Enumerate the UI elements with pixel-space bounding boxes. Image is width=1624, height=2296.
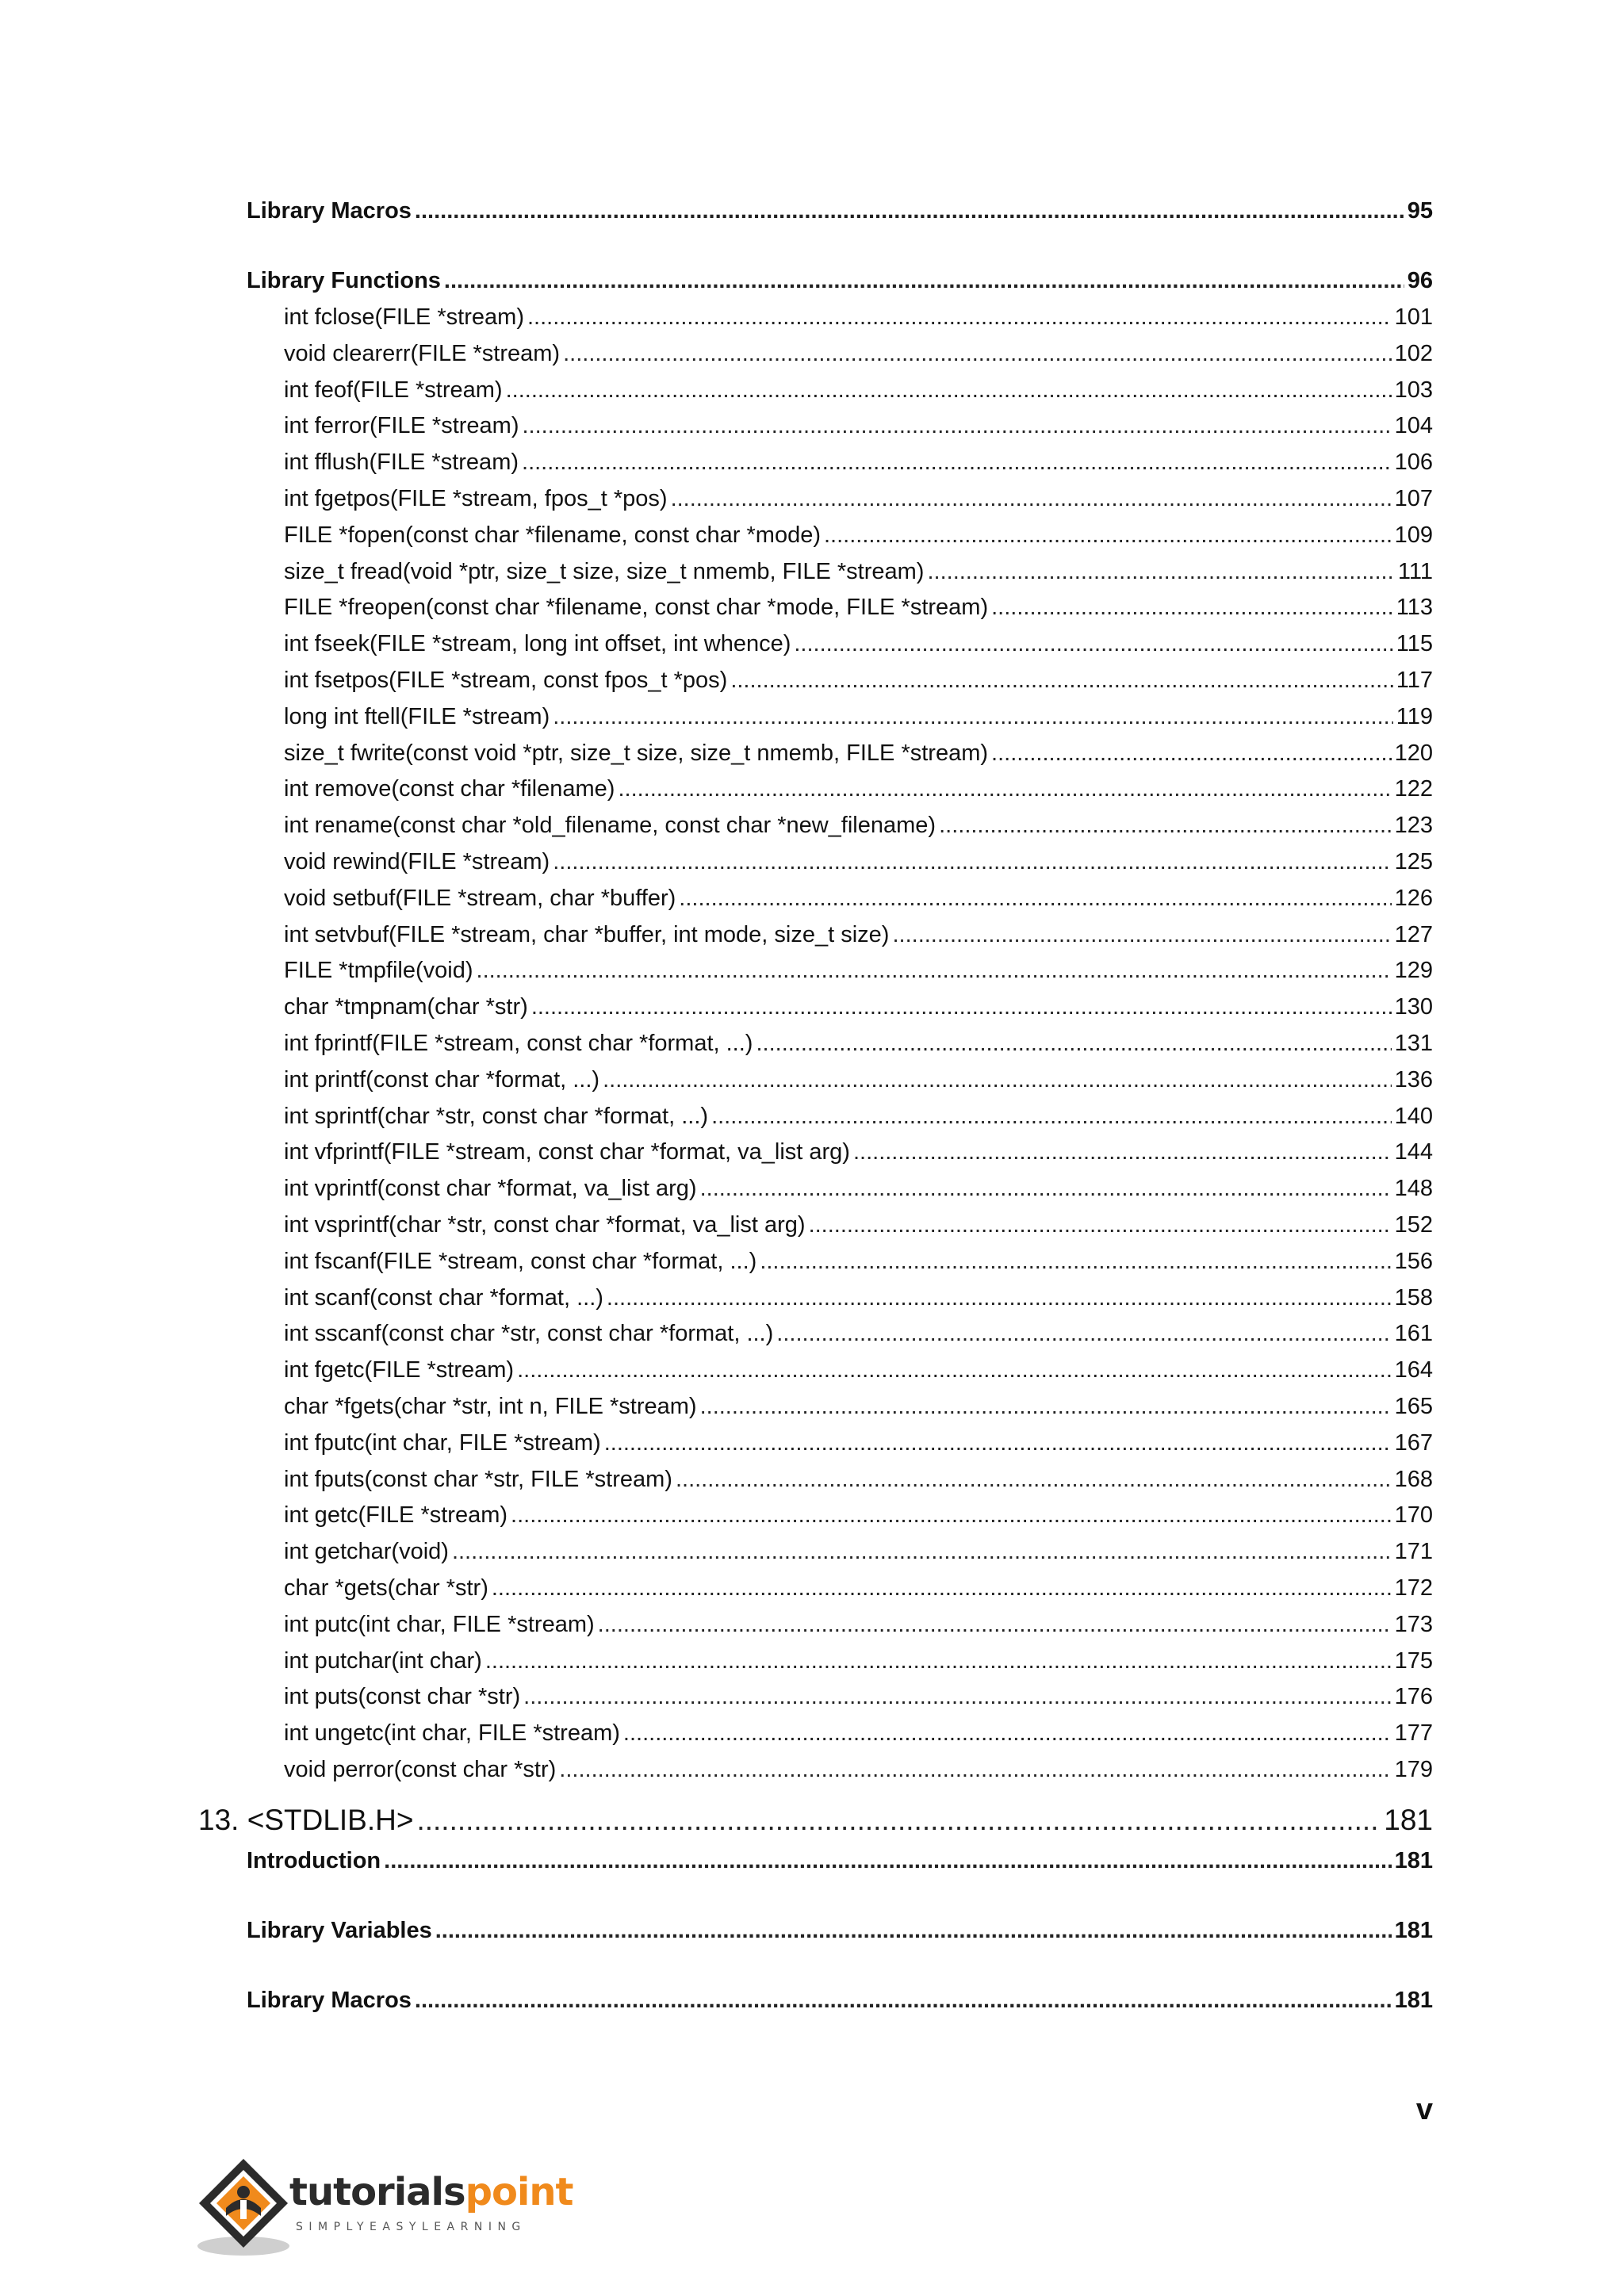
toc-entry-title: int fputc(int char, FILE *stream)	[284, 1429, 601, 1456]
toc-entry-page: 161	[1394, 1321, 1433, 1347]
toc-function-entry[interactable]	[284, 849, 1433, 875]
toc-entry-title: int fflush(FILE *stream)	[284, 450, 519, 476]
toc-entry-page: 165	[1394, 1394, 1433, 1419]
toc-entry-page: 111	[1397, 558, 1433, 584]
toc-entry-title: int getc(FILE *stream)	[284, 1502, 508, 1529]
dot-leader	[506, 377, 1392, 404]
toc-entry-page: 173	[1394, 1611, 1433, 1637]
dot-leader	[603, 1067, 1392, 1093]
toc-entry-page: 131	[1394, 1031, 1433, 1056]
toc-entry-page: 103	[1394, 377, 1433, 403]
toc-function-entry[interactable]	[284, 450, 1433, 476]
toc-entry-page: 158	[1394, 1284, 1433, 1311]
toc-function-entry[interactable]	[284, 1249, 1433, 1275]
dot-leader	[563, 341, 1392, 367]
toc-function-entry[interactable]	[284, 522, 1433, 549]
toc-function-entry[interactable]	[284, 1285, 1433, 1311]
toc-function-entry[interactable]	[284, 1430, 1433, 1456]
toc-function-entry[interactable]	[284, 377, 1433, 404]
toc-function-entry[interactable]	[284, 1539, 1433, 1565]
dot-leader	[415, 198, 1404, 224]
toc-entry-title: int getchar(void)	[284, 1539, 449, 1565]
dot-leader	[384, 1848, 1391, 1874]
toc-entry-page: 102	[1394, 340, 1433, 366]
toc-entry-title: int sscanf(const char *str, const char *format, ...)	[284, 1321, 774, 1347]
toc-entry-title: char *fgets(char *str, int n, FILE *stream)	[284, 1394, 697, 1419]
toc-entry-title: int puts(const char *str)	[284, 1684, 521, 1710]
toc-function-entry[interactable]	[284, 886, 1433, 912]
toc-entry-page: 120	[1394, 740, 1433, 766]
toc-entry-title: int scanf(const char *format, ...)	[284, 1284, 603, 1311]
toc-entry-page: 95	[1407, 198, 1433, 224]
dot-leader	[711, 1104, 1392, 1130]
dot-leader	[531, 994, 1392, 1020]
toc-entry-title: int sprintf(char *str, const char *format, ...)	[284, 1103, 709, 1129]
toc-entry-title: int putchar(int char)	[284, 1647, 482, 1674]
toc-function-entry[interactable]	[284, 341, 1433, 367]
toc-entry-page: 127	[1394, 921, 1433, 947]
toc-function-entry[interactable]	[284, 668, 1433, 694]
toc-entry-page: 130	[1394, 994, 1433, 1020]
dot-leader	[676, 1467, 1392, 1493]
dot-leader	[492, 1575, 1392, 1601]
toc-entry-page: 175	[1394, 1647, 1433, 1674]
dot-leader	[511, 1502, 1392, 1529]
toc-section-entry[interactable]	[247, 268, 1433, 294]
toc-entry-page: 96	[1407, 268, 1433, 293]
toc-function-entry[interactable]	[284, 1612, 1433, 1638]
dot-leader	[991, 740, 1392, 767]
toc-entry-title: int fprintf(FILE *stream, const char *format, ...)	[284, 1031, 753, 1056]
toc-function-entry[interactable]	[284, 1357, 1433, 1383]
toc-entry-page: 119	[1396, 703, 1433, 729]
toc-entry-title: int vfprintf(FILE *stream, const char *format, va_list arg)	[284, 1139, 850, 1165]
toc-section-entry[interactable]	[247, 1988, 1433, 2014]
toc-chapter-entry[interactable]	[198, 1804, 1433, 1837]
toc-entry-title: FILE *fopen(const char *filename, const char *mode)	[284, 522, 821, 548]
toc-entry-title: long int ftell(FILE *stream)	[284, 703, 550, 729]
dot-leader	[700, 1394, 1392, 1420]
dot-leader	[824, 522, 1392, 549]
toc-entry-title: char *tmpnam(char *str)	[284, 994, 528, 1020]
toc-function-entry[interactable]	[284, 1467, 1433, 1493]
toc-entry-title: int ungetc(int char, FILE *stream)	[284, 1720, 620, 1747]
dot-leader	[730, 668, 1392, 694]
toc-entry-page: 104	[1394, 413, 1433, 439]
toc-entry-page: 181	[1394, 1918, 1433, 1943]
toc-entry-title: Introduction	[247, 1848, 381, 1873]
toc-function-entry[interactable]	[284, 1757, 1433, 1783]
toc-entry-page: 181	[1394, 1848, 1433, 1873]
toc-entry-page: 148	[1394, 1176, 1433, 1202]
toc-entry-page: 107	[1394, 486, 1433, 511]
toc-entry-title: Library Macros	[247, 1988, 412, 2013]
toc-entry-title: 13. <STDLIB.H>	[198, 1804, 414, 1836]
toc-entry-title: size_t fwrite(const void *ptr, size_t size, size_t nmemb, FILE *stream)	[284, 740, 989, 766]
toc-function-entry[interactable]	[284, 1321, 1433, 1347]
toc-entry-title: int ferror(FILE *stream)	[284, 413, 519, 439]
dot-leader	[794, 631, 1392, 657]
toc-entry-title: int setvbuf(FILE *stream, char *buffer, int mode, size_t size)	[284, 921, 890, 947]
toc-entry-title: int fscanf(FILE *stream, const char *format, ...)	[284, 1248, 757, 1274]
toc-function-entry[interactable]	[284, 776, 1433, 802]
toc-function-entry[interactable]	[284, 413, 1433, 439]
toc-entry-title: int fsetpos(FILE *stream, const fpos_t *pos)	[284, 668, 728, 693]
toc-entry-page: 179	[1394, 1757, 1433, 1782]
toc-function-entry[interactable]	[284, 740, 1433, 767]
page-number: v	[1415, 2093, 1433, 2126]
toc-entry-title: int fgetpos(FILE *stream, fpos_t *pos)	[284, 486, 668, 511]
toc-entry-page: 164	[1394, 1357, 1433, 1383]
toc-function-entry[interactable]	[284, 1067, 1433, 1093]
toc-entry-page: 123	[1394, 813, 1433, 839]
toc-entry-page: 167	[1394, 1429, 1433, 1456]
toc-entry-title: int fseek(FILE *stream, long int offset, int whence)	[284, 631, 791, 657]
logo-tagline: SIMPLYEASYLEARNING	[296, 2221, 527, 2233]
toc-function-entry[interactable]	[284, 704, 1433, 730]
toc-function-entry[interactable]	[284, 994, 1433, 1020]
toc-entry-title: int remove(const char *filename)	[284, 776, 615, 802]
dot-leader	[522, 450, 1392, 476]
toc-entry-title: int vprintf(const char *format, va_list arg)	[284, 1176, 697, 1202]
toc-function-entry[interactable]	[284, 1648, 1433, 1674]
toc-entry-page: 122	[1394, 776, 1433, 802]
dot-leader	[604, 1430, 1392, 1456]
dot-leader	[927, 559, 1394, 585]
toc-entry-page: 115	[1396, 631, 1433, 657]
toc-function-entry[interactable]	[284, 1684, 1433, 1710]
dot-leader	[553, 849, 1391, 875]
toc-entry-title: void clearerr(FILE *stream)	[284, 340, 561, 366]
toc-entry-title: int vsprintf(char *str, const char *format, va_list arg)	[284, 1212, 806, 1238]
dot-leader	[618, 776, 1391, 802]
toc-function-entry[interactable]	[284, 1104, 1433, 1130]
toc-entry-page: 181	[1384, 1804, 1433, 1836]
toc-entry-page: 117	[1396, 668, 1433, 693]
dot-leader	[452, 1539, 1392, 1565]
toc-function-entry[interactable]	[284, 813, 1433, 839]
toc-function-entry[interactable]	[284, 922, 1433, 948]
toc-function-entry[interactable]	[284, 1502, 1433, 1529]
toc-entry-page: 170	[1394, 1502, 1433, 1529]
dot-leader	[523, 413, 1392, 439]
toc-entry-title: FILE *freopen(const char *filename, const char *mode, FILE *stream)	[284, 595, 989, 621]
dot-leader	[776, 1321, 1391, 1347]
toc-entry-page: 106	[1394, 450, 1433, 476]
toc-entry-title: void setbuf(FILE *stream, char *buffer)	[284, 885, 676, 911]
toc-entry-title: size_t fread(void *ptr, size_t size, size_t nmemb, FILE *stream)	[284, 558, 925, 584]
dot-leader	[559, 1757, 1391, 1783]
toc-entry-title: int feof(FILE *stream)	[284, 377, 503, 403]
toc-function-entry[interactable]	[284, 1176, 1433, 1202]
dot-leader	[485, 1648, 1392, 1674]
dot-leader	[623, 1720, 1392, 1747]
dot-leader	[416, 1804, 1381, 1837]
toc-function-entry[interactable]	[284, 486, 1433, 512]
dot-leader	[477, 958, 1392, 984]
dot-leader	[517, 1357, 1392, 1383]
dot-leader	[939, 813, 1392, 839]
dot-leader	[523, 1684, 1391, 1710]
toc-section-entry[interactable]	[247, 198, 1433, 224]
toc-entry-title: Library Functions	[247, 268, 441, 293]
toc-entry-page: 177	[1394, 1720, 1433, 1747]
toc-function-entry[interactable]	[284, 1394, 1433, 1420]
toc-entry-title: int putc(int char, FILE *stream)	[284, 1611, 595, 1637]
dot-leader	[671, 486, 1392, 512]
dot-leader	[607, 1285, 1392, 1311]
toc-entry-page: 144	[1394, 1139, 1433, 1165]
toc-function-entry[interactable]	[284, 1720, 1433, 1747]
toc-entry-page: 181	[1394, 1988, 1433, 2013]
toc-entry-title: Library Variables	[247, 1918, 432, 1943]
toc-section-entry[interactable]	[247, 1848, 1433, 1874]
toc-entry-page: 129	[1394, 958, 1433, 984]
dot-leader	[756, 1031, 1391, 1057]
toc-entry-page: 113	[1396, 595, 1433, 621]
dot-leader	[760, 1249, 1391, 1275]
dot-leader	[892, 922, 1391, 948]
tutorialspoint-logo-icon	[194, 2152, 293, 2263]
toc-entry-title: int rename(const char *old_filename, const char *new_filename)	[284, 813, 936, 839]
toc-function-entry[interactable]	[284, 1575, 1433, 1601]
toc-entry-title: Library Macros	[247, 198, 412, 224]
toc-entry-title: void perror(const char *str)	[284, 1757, 557, 1782]
toc-entry-page: 125	[1394, 849, 1433, 874]
dot-leader	[435, 1918, 1392, 1944]
toc-entry-title: void rewind(FILE *stream)	[284, 849, 550, 874]
toc-entry-title: int fclose(FILE *stream)	[284, 304, 524, 330]
toc-function-entry[interactable]	[284, 304, 1433, 331]
toc-entry-page: 171	[1394, 1539, 1433, 1565]
toc-function-entry[interactable]	[284, 559, 1433, 585]
toc-function-entry[interactable]	[284, 1139, 1433, 1165]
tutorialspoint-logo	[194, 2152, 575, 2263]
toc-entry-page: 109	[1394, 522, 1433, 548]
toc-function-entry[interactable]	[284, 595, 1433, 621]
dot-leader	[444, 268, 1404, 294]
toc-entry-title: int fgetc(FILE *stream)	[284, 1357, 515, 1383]
dot-leader	[853, 1139, 1392, 1165]
toc-function-entry[interactable]	[284, 1031, 1433, 1057]
toc-function-entry[interactable]	[284, 1212, 1433, 1238]
toc-function-entry[interactable]	[284, 631, 1433, 657]
toc-entry-page: 101	[1394, 304, 1433, 330]
dot-leader	[598, 1612, 1392, 1638]
dot-leader	[679, 886, 1391, 912]
toc-entry-page: 136	[1394, 1066, 1433, 1093]
dot-leader	[553, 704, 1393, 730]
toc-entry-page: 152	[1394, 1212, 1433, 1238]
toc-entry-page: 126	[1394, 885, 1433, 911]
toc-entry-title: FILE *tmpfile(void)	[284, 958, 473, 984]
toc-function-entry[interactable]	[284, 958, 1433, 984]
dot-leader	[700, 1176, 1392, 1202]
toc-entry-page: 168	[1394, 1466, 1433, 1492]
toc-entry-page: 176	[1394, 1684, 1433, 1710]
toc-entry-page: 172	[1394, 1575, 1433, 1601]
dot-leader	[415, 1988, 1392, 2014]
toc-entry-title: int printf(const char *format, ...)	[284, 1066, 600, 1093]
dot-leader	[809, 1212, 1392, 1238]
toc-entry-title: int fputs(const char *str, FILE *stream)	[284, 1466, 672, 1492]
toc-entry-title: char *gets(char *str)	[284, 1575, 488, 1601]
toc-section-entry[interactable]	[247, 1918, 1433, 1944]
toc-entry-page: 140	[1394, 1103, 1433, 1129]
logo-wordmark: tutorialspoint	[289, 2170, 573, 2214]
dot-leader	[527, 304, 1392, 331]
toc-entry-page: 156	[1394, 1248, 1433, 1274]
dot-leader	[991, 595, 1393, 621]
